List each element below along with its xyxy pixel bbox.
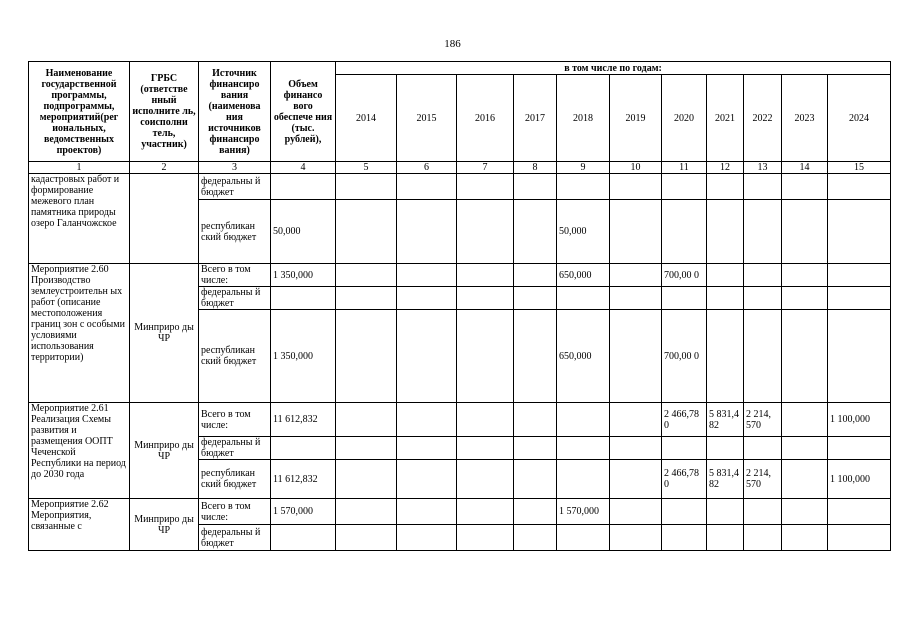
year-value [744, 200, 782, 264]
year-value [336, 264, 397, 287]
year-value [828, 287, 891, 310]
funding-total: 50,000 [271, 200, 336, 264]
year-value [514, 200, 557, 264]
year-value [707, 437, 744, 460]
budget-table [28, 61, 891, 551]
year-value [397, 437, 457, 460]
year-header: 2017 [514, 75, 557, 162]
responsible-executor [130, 174, 199, 264]
funding-source: федеральны й бюджет [199, 525, 271, 551]
responsible-executor: Минприро ды ЧР [130, 499, 199, 551]
year-value [828, 264, 891, 287]
year-value [782, 174, 828, 200]
year-value [782, 499, 828, 525]
year-value [610, 200, 662, 264]
year-value [557, 287, 610, 310]
year-value [514, 499, 557, 525]
year-value [457, 460, 514, 499]
year-value [336, 460, 397, 499]
year-value [397, 525, 457, 551]
year-value [828, 437, 891, 460]
year-header: 2016 [457, 75, 514, 162]
year-value [662, 287, 707, 310]
year-value [457, 174, 514, 200]
year-value [610, 403, 662, 437]
header-by-years: в том числе по годам: [336, 62, 891, 75]
funding-source: Всего в том числе: [199, 403, 271, 437]
column-number: 13 [744, 162, 782, 174]
funding-source: Всего в том числе: [199, 264, 271, 287]
year-value [397, 287, 457, 310]
funding-source: Всего в том числе: [199, 499, 271, 525]
year-value [782, 403, 828, 437]
year-value [457, 287, 514, 310]
column-number: 11 [662, 162, 707, 174]
year-value [557, 437, 610, 460]
year-value [782, 264, 828, 287]
year-value [336, 287, 397, 310]
year-value [336, 437, 397, 460]
year-header: 2015 [397, 75, 457, 162]
funding-total [271, 174, 336, 200]
year-value [397, 174, 457, 200]
responsible-executor: Минприро ды ЧР [130, 264, 199, 403]
funding-source: федеральны й бюджет [199, 287, 271, 310]
year-value [457, 264, 514, 287]
column-number: 8 [514, 162, 557, 174]
year-value: 1 100,000 [828, 403, 891, 437]
year-value [336, 525, 397, 551]
year-value [610, 310, 662, 403]
year-value [557, 460, 610, 499]
header-funding-source: Источник финансиро вания (наименова ния источников финансиро вания) [199, 62, 271, 162]
year-value [662, 525, 707, 551]
year-value [610, 174, 662, 200]
funding-source: республикан ский бюджет [199, 310, 271, 403]
column-number: 6 [397, 162, 457, 174]
year-value [514, 264, 557, 287]
year-value [828, 174, 891, 200]
year-value [610, 287, 662, 310]
page-number: 186 [444, 38, 461, 50]
year-value [397, 200, 457, 264]
funding-source: республикан ский бюджет [199, 200, 271, 264]
column-number: 5 [336, 162, 397, 174]
year-value [610, 525, 662, 551]
year-header: 2014 [336, 75, 397, 162]
year-value [744, 310, 782, 403]
year-value [397, 403, 457, 437]
year-value: 5 831,4 82 [707, 403, 744, 437]
year-value [707, 200, 744, 264]
year-value [514, 403, 557, 437]
year-value [514, 525, 557, 551]
year-value: 1 100,000 [828, 460, 891, 499]
year-value [828, 310, 891, 403]
year-header: 2021 [707, 75, 744, 162]
funding-total: 1 570,000 [271, 499, 336, 525]
year-value [514, 310, 557, 403]
year-value: 1 570,000 [557, 499, 610, 525]
year-header: 2020 [662, 75, 707, 162]
funding-source: федеральны й бюджет [199, 174, 271, 200]
year-value [397, 460, 457, 499]
year-value [744, 525, 782, 551]
year-value [457, 499, 514, 525]
table-row [29, 499, 891, 525]
year-value [397, 264, 457, 287]
year-value [707, 525, 744, 551]
year-header: 2018 [557, 75, 610, 162]
funding-source: республикан ский бюджет [199, 460, 271, 499]
activity-name: Мероприятие 2.62 Мероприятия, связанные с [29, 499, 130, 551]
column-number: 2 [130, 162, 199, 174]
year-value: 2 466,78 0 [662, 460, 707, 499]
funding-total [271, 525, 336, 551]
year-value [828, 499, 891, 525]
year-value [557, 403, 610, 437]
year-value [610, 499, 662, 525]
column-number: 1 [29, 162, 130, 174]
year-value [782, 525, 828, 551]
year-value [707, 310, 744, 403]
activity-name: Мероприятие 2.60 Производство землеустроительн ых работ (описание местоположения границ зон с особыми условиями использования территории) [29, 264, 130, 403]
year-value [744, 174, 782, 200]
year-value [782, 287, 828, 310]
year-value: 700,00 0 [662, 310, 707, 403]
funding-source: федеральны й бюджет [199, 437, 271, 460]
header-program-name: Наименование государственной программы, подпрограммы, мероприятий(рег иональных, ведомственных проектов) [29, 62, 130, 162]
year-value: 650,000 [557, 264, 610, 287]
year-value [707, 264, 744, 287]
year-value: 2 214, 570 [744, 460, 782, 499]
column-number: 12 [707, 162, 744, 174]
year-value [828, 200, 891, 264]
funding-total [271, 287, 336, 310]
column-number: 15 [828, 162, 891, 174]
table-row [29, 174, 891, 200]
year-value [744, 264, 782, 287]
year-value [514, 174, 557, 200]
year-header: 2019 [610, 75, 662, 162]
year-value [397, 310, 457, 403]
year-value [828, 525, 891, 551]
year-value [336, 174, 397, 200]
table-row [29, 403, 891, 437]
activity-name: кадастровых работ и формирование межевого план памятника природы озеро Галанчожское [29, 174, 130, 264]
column-number: 10 [610, 162, 662, 174]
year-value [707, 174, 744, 200]
funding-total: 1 350,000 [271, 310, 336, 403]
column-number: 9 [557, 162, 610, 174]
year-value [397, 499, 457, 525]
column-number: 7 [457, 162, 514, 174]
year-header: 2024 [828, 75, 891, 162]
year-value [744, 287, 782, 310]
year-value [457, 437, 514, 460]
header-row-top [29, 62, 891, 75]
year-value [782, 200, 828, 264]
year-value [744, 499, 782, 525]
column-number: 3 [199, 162, 271, 174]
year-value [662, 437, 707, 460]
year-value [514, 460, 557, 499]
year-value [782, 460, 828, 499]
year-value: 650,000 [557, 310, 610, 403]
year-value [557, 525, 610, 551]
year-value [782, 437, 828, 460]
year-value [457, 525, 514, 551]
year-value [514, 287, 557, 310]
year-header: 2022 [744, 75, 782, 162]
column-number: 14 [782, 162, 828, 174]
year-value [707, 287, 744, 310]
year-value [336, 310, 397, 403]
year-value [782, 310, 828, 403]
year-value [514, 437, 557, 460]
year-value [610, 460, 662, 499]
year-value: 2 214, 570 [744, 403, 782, 437]
funding-total: 11 612,832 [271, 403, 336, 437]
funding-total [271, 437, 336, 460]
year-value [336, 403, 397, 437]
year-value: 2 466,78 0 [662, 403, 707, 437]
header-grbs: ГРБС (ответстве нный исполните ль, соисполни тель, участник) [130, 62, 199, 162]
year-value [610, 264, 662, 287]
year-value [707, 499, 744, 525]
year-value: 5 831,4 82 [707, 460, 744, 499]
year-value [457, 200, 514, 264]
table-body [29, 174, 891, 551]
funding-total: 11 612,832 [271, 460, 336, 499]
year-header: 2023 [782, 75, 828, 162]
year-value [336, 200, 397, 264]
year-value [662, 200, 707, 264]
year-value [557, 174, 610, 200]
year-value [457, 310, 514, 403]
activity-name: Мероприятие 2.61 Реализация Схемы развития и размещения ООПТ Чеченской Республики на период до 2030 года [29, 403, 130, 499]
column-number: 4 [271, 162, 336, 174]
column-numbers-row [29, 162, 891, 174]
year-value [336, 499, 397, 525]
header-funding-volume: Объем финансо вого обеспече ния (тыс. рублей), [271, 62, 336, 162]
year-value: 700,00 0 [662, 264, 707, 287]
year-value: 50,000 [557, 200, 610, 264]
year-value [457, 403, 514, 437]
year-value [662, 174, 707, 200]
table-row [29, 264, 891, 287]
year-value [610, 437, 662, 460]
year-value [744, 437, 782, 460]
responsible-executor: Минприро ды ЧР [130, 403, 199, 499]
year-value [662, 499, 707, 525]
funding-total: 1 350,000 [271, 264, 336, 287]
